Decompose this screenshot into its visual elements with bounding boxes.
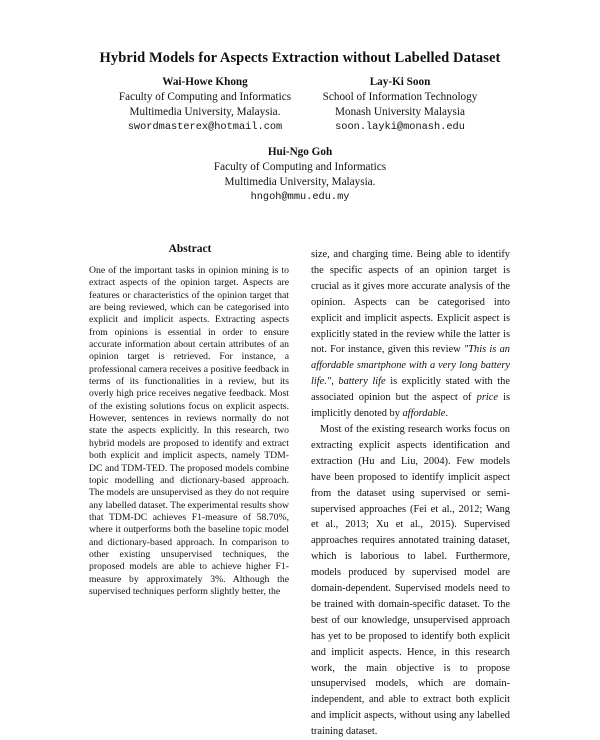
author-affiliation: Faculty of Computing and Informatics xyxy=(213,161,387,173)
body-text: is explicitly stated with the associated opinion but the aspect of xyxy=(311,376,510,404)
abstract-text: One of the important tasks in opinion mining is to extract aspects of the opinion target. Aspects are features or characteristics of the opinion target that are being reviewed, which can be categorised into explicit and implicit aspects. Extracting aspects from opinions is essential in order to ensure accurate information about certain attributes of an opinion target is retrieved. For instance, a professional camera receives a positive feedback in terms of its functionalities in a review, but its overly high price receives negative feedback. Most of the existing solutions focus on explicit aspects. However, sentences in reviews normally do not state the aspects explicitly. In this research, two hybrid models are proposed to identify and extract both explicit and implicit aspects, namely TDM-DC and TDM-TED. The proposed models combine topic modelling and dictionary-based approach. The models are unsupervised as they do not require any labelled dataset. The experimental results show that TDM-DC achieves F1-measure of 58.70%, where it outperforms both the baseline topic model and dictionary-based approach. In comparison to other existing unsupervised techniques, the proposed models are able to achieve higher F1-measure by approximately 3%. Although the supervised techniques perform slightly better, the xyxy=(89,265,289,597)
author-affiliation: Monash University Malaysia xyxy=(335,106,465,118)
author-block-soon xyxy=(300,75,500,135)
author-affiliation: Multimedia University, Malaysia. xyxy=(224,176,376,188)
author-block-goh xyxy=(190,145,410,205)
author-affiliation: Faculty of Computing and Informatics xyxy=(118,91,292,103)
author-name: Wai-Howe Khong xyxy=(162,76,248,88)
example-review-quote: "This is an affordable smartphone with a very long battery life." xyxy=(311,344,510,388)
author-email: soon.layki@monash.edu xyxy=(335,121,465,133)
body-text: , xyxy=(331,376,339,388)
abstract-column xyxy=(89,265,289,598)
author-name: Hui-Ngo Goh xyxy=(267,146,333,158)
author-affiliation: School of Information Technology xyxy=(322,91,478,103)
author-block-khong xyxy=(95,75,315,135)
body-paragraph-2: Most of the existing research works focus on extracting explicit aspects identification and extraction (Hu and Liu, 2004). Few models have been proposed to identify implicit aspect from the dataset using supervised or semi-supervised approaches (Fei et al., 2012; Wang et al., 2013; Xu et al., 2015). Supervised approaches requires annotated training dataset, which is laborious to label. Furthermore, models produced by supervised model are domain-dependent. Supervised models need to be trained with domain-specific dataset. To the best of our knowledge, unsupervised approach has yet to be proposed to identify both explicit and implicit aspects. Hence, in this research work, the main objective is to propose unsupervised models, which are domain-independent, and able to extract both explicit and implicit aspects, without using any labelled training dataset. xyxy=(311,423,510,738)
author-email: swordmasterex@hotmail.com xyxy=(127,121,283,133)
paper-title: Hybrid Models for Aspects Extraction without Labelled Dataset xyxy=(99,50,501,66)
aspect-term-price: price xyxy=(476,392,498,404)
abstract-heading: Abstract xyxy=(168,243,212,255)
body-text: . xyxy=(445,408,449,420)
body-paragraph-1 xyxy=(311,247,510,422)
opinion-term-affordable: affordable xyxy=(402,408,446,420)
body-text: size, and charging time. Being able to identify the specific aspects of an opinion target is crucial as it gives more accurate analysis of the opinion. Aspects can be categorised into explicit and implicit aspects. Explicit aspect is explicitly stated in the review while the latter is not. For instance, given this review xyxy=(311,249,510,356)
body-text: is implicitly denoted by xyxy=(311,392,511,420)
author-affiliation: Multimedia University, Malaysia. xyxy=(129,106,281,118)
body-column xyxy=(311,247,510,740)
author-email: hngoh@mmu.edu.my xyxy=(250,191,350,203)
author-name: Lay-Ki Soon xyxy=(369,76,431,88)
aspect-term-battery-life: battery life xyxy=(338,376,386,388)
